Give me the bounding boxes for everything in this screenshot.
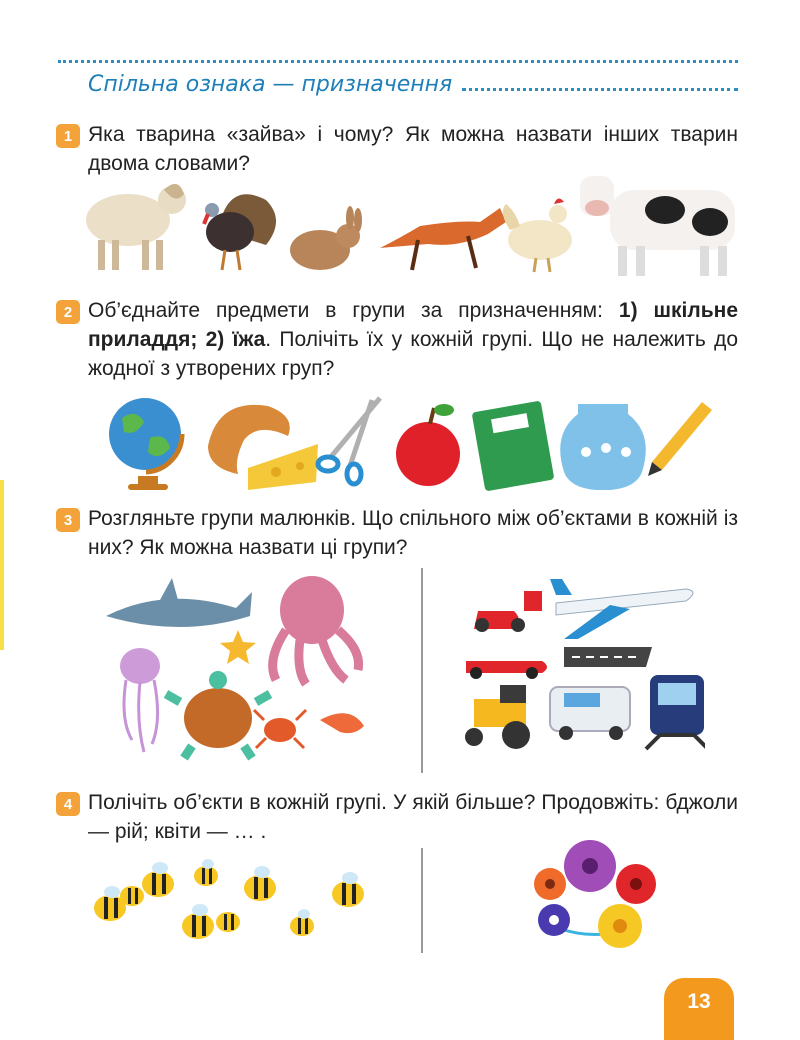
task-4-bouquet xyxy=(528,832,668,952)
bee-image xyxy=(290,909,314,936)
cheese-image xyxy=(248,444,318,490)
task-number-2: 2 xyxy=(56,300,80,324)
van-image xyxy=(550,687,630,740)
title-dotted-rule xyxy=(462,88,738,91)
bee-image xyxy=(216,912,240,932)
airplane-image xyxy=(550,579,693,639)
task-2-text xyxy=(88,296,738,383)
task-number-3: 3 xyxy=(56,508,80,532)
turtle-image xyxy=(166,671,270,758)
runway-image xyxy=(564,647,652,667)
top-dotted-rule xyxy=(58,60,738,63)
starfish-image xyxy=(220,630,256,664)
shrimp-image xyxy=(320,713,364,733)
page-number: 13 xyxy=(664,978,734,1040)
group-divider-3 xyxy=(421,568,423,773)
crab-image xyxy=(254,710,306,748)
sheep-image xyxy=(86,184,186,270)
bee-image xyxy=(332,872,364,907)
task-2-objects xyxy=(100,388,720,498)
bouquet-image xyxy=(534,840,656,948)
scooter-image xyxy=(474,591,542,632)
rabbit-image xyxy=(290,206,362,270)
shark-image xyxy=(106,578,252,627)
task-3-transport xyxy=(460,575,705,755)
train-image xyxy=(646,675,705,749)
margin-marker xyxy=(0,480,4,650)
bee-image xyxy=(194,859,218,886)
rooster-image xyxy=(503,198,572,272)
task-4-text: Полічіть об’єкти в кожній групі. У якій більше? Продовжіть: бджоли — рій; квіти — … . xyxy=(88,791,738,843)
bee-image xyxy=(142,862,174,897)
fox-image xyxy=(366,208,506,270)
task-1-animals xyxy=(80,170,750,285)
section-title: Спільна ознака — призначення xyxy=(88,72,453,97)
vase-image xyxy=(560,404,646,490)
globe-image xyxy=(109,398,182,490)
task-2-text-bold: 1) шкільне приладдя; 2) їжа xyxy=(88,299,739,351)
jellyfish-image xyxy=(120,648,160,752)
task-4-bees xyxy=(90,856,390,946)
bee-image xyxy=(182,904,214,939)
cow-image xyxy=(580,176,735,276)
apple-image xyxy=(396,404,460,486)
turkey-image xyxy=(204,194,276,270)
bee-image xyxy=(120,886,144,906)
task-number-4: 4 xyxy=(56,792,80,816)
notebook-image xyxy=(472,401,555,492)
task-1-text: Яка тварина «зайва» і чому? Як можна назвати інших тварин двома словами? xyxy=(88,123,738,175)
group-divider-4 xyxy=(421,848,423,953)
task-3-text: Розгляньте групи малюнків. Що спільного між об’єктами в кожній із них? Як можна назвати ці групи? xyxy=(88,507,738,559)
task-number-1: 1 xyxy=(56,124,80,148)
scissors-image xyxy=(318,398,380,484)
bee-image xyxy=(244,866,276,901)
race-car-image xyxy=(466,661,547,679)
tractor-image xyxy=(465,685,530,749)
octopus-image xyxy=(273,576,359,684)
task-2-text-start: Об’єднайте предмети в групи за призначенням: xyxy=(88,299,619,322)
pencil-image xyxy=(648,402,712,476)
task-2-text-end: . Полічіть їх у кожній групі. Що не належить до жодної з утворених груп? xyxy=(88,328,738,380)
task-3-sea-animals xyxy=(100,570,380,765)
bee-image xyxy=(94,886,126,921)
